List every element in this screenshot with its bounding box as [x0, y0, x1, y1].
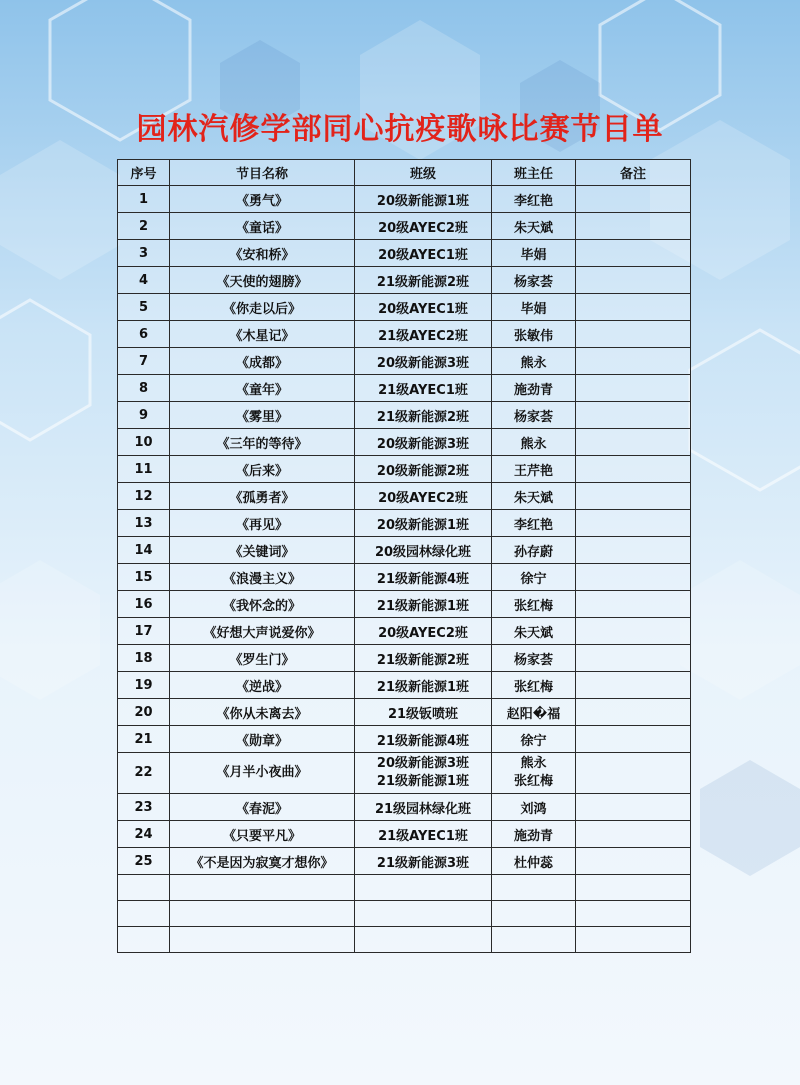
cell-teacher [492, 821, 576, 848]
class-name: 21级新能源2班 [376, 652, 470, 668]
teacher-name: 朱天斌 [513, 220, 553, 236]
empty-cell [492, 927, 576, 953]
class-name: 21级钣喷班 [387, 706, 459, 722]
table-row [118, 348, 691, 375]
cell-teacher [492, 402, 576, 429]
class-name: 20级AYEC2班 [378, 220, 468, 236]
table-row [118, 591, 691, 618]
cell-teacher [492, 848, 576, 875]
table-row [118, 402, 691, 429]
class-name: 20级AYEC2班 [378, 490, 468, 506]
cell-class [355, 699, 492, 726]
empty-cell [576, 927, 691, 953]
teacher-name: 熊永 [520, 436, 547, 452]
empty-cell [170, 875, 355, 901]
class-name: 21级AYEC2班 [378, 328, 468, 344]
class-name: 20级新能源3班 [376, 355, 470, 371]
cell-teacher [492, 456, 576, 483]
cell-program: 《雾里》 [170, 402, 355, 429]
teacher-name: 杨家荟 [513, 409, 553, 425]
table-row [118, 186, 691, 213]
cell-index: 15 [118, 564, 170, 591]
cell-program: 《你从未离去》 [170, 699, 355, 726]
cell-program: 《月半小夜曲》 [170, 753, 355, 794]
empty-cell [576, 875, 691, 901]
cell-program: 《勇气》 [170, 186, 355, 213]
page-title: 园林汽修学部同心抗疫歌咏比赛节目单 [136, 112, 664, 147]
cell-index: 23 [118, 794, 170, 821]
cell-program: 《安和桥》 [170, 240, 355, 267]
cell-class [355, 821, 492, 848]
teacher-name: 张敏伟 [513, 328, 553, 344]
class-name: 20级新能源3班 [376, 436, 470, 452]
cell-index: 2 [118, 213, 170, 240]
empty-cell [492, 901, 576, 927]
cell-remarks [576, 510, 691, 537]
cell-class [355, 267, 492, 294]
cell-teacher [492, 618, 576, 645]
cell-program: 《天使的翅膀》 [170, 267, 355, 294]
cell-class [355, 483, 492, 510]
class-name: 21级园林绿化班 [374, 801, 472, 817]
cell-index: 25 [118, 848, 170, 875]
cell-index: 11 [118, 456, 170, 483]
table-row [118, 618, 691, 645]
cell-class [355, 429, 492, 456]
program-table [117, 159, 691, 953]
cell-remarks [576, 267, 691, 294]
cell-class [355, 402, 492, 429]
cell-class [355, 591, 492, 618]
cell-class [355, 672, 492, 699]
class-name: 21级新能源4班 [376, 733, 470, 749]
class-name: 21级AYEC1班 [378, 382, 468, 398]
cell-teacher [492, 510, 576, 537]
cell-teacher [492, 321, 576, 348]
cell-class [355, 186, 492, 213]
table-row [118, 537, 691, 564]
table-row [118, 645, 691, 672]
table-row [118, 753, 691, 794]
teacher-name: 李红艳 [513, 517, 553, 533]
teacher-name: 毕娟 [520, 301, 547, 317]
cell-index: 10 [118, 429, 170, 456]
empty-cell [355, 901, 492, 927]
cell-class [355, 753, 492, 794]
teacher-name: 王芹艳 [513, 463, 553, 479]
cell-teacher [492, 267, 576, 294]
table-row [118, 510, 691, 537]
cell-teacher [492, 672, 576, 699]
cell-remarks [576, 537, 691, 564]
cell-teacher [492, 348, 576, 375]
cell-remarks [576, 726, 691, 753]
cell-class [355, 618, 492, 645]
cell-class [355, 848, 492, 875]
cell-program: 《好想大声说爱你》 [170, 618, 355, 645]
cell-index: 4 [118, 267, 170, 294]
cell-program: 《再见》 [170, 510, 355, 537]
empty-cell [118, 901, 170, 927]
header-index: 序号 [118, 160, 170, 186]
teacher-name: 毕娟 [520, 247, 547, 263]
header-program: 节目名称 [170, 160, 355, 186]
class-name: 20级新能源3班 [376, 756, 470, 771]
table-row [118, 375, 691, 402]
empty-cell [170, 927, 355, 953]
cell-index: 8 [118, 375, 170, 402]
cell-remarks [576, 186, 691, 213]
class-name: 21级新能源1班 [376, 598, 470, 614]
class-name: 20级AYEC1班 [378, 301, 468, 317]
cell-teacher [492, 213, 576, 240]
cell-remarks [576, 429, 691, 456]
cell-class [355, 240, 492, 267]
teacher-name: 施劲青 [513, 828, 553, 844]
cell-class [355, 321, 492, 348]
cell-index: 22 [118, 753, 170, 794]
table-row [118, 483, 691, 510]
cell-teacher [492, 753, 576, 794]
cell-remarks [576, 213, 691, 240]
class-name: 21级新能源2班 [376, 274, 470, 290]
cell-index: 14 [118, 537, 170, 564]
empty-row [118, 927, 691, 953]
cell-remarks [576, 402, 691, 429]
cell-index: 20 [118, 699, 170, 726]
teacher-name: 施劲青 [513, 382, 553, 398]
cell-remarks [576, 294, 691, 321]
cell-program: 《关键词》 [170, 537, 355, 564]
cell-index: 17 [118, 618, 170, 645]
table-row [118, 699, 691, 726]
class-name: 21级新能源1班 [376, 679, 470, 695]
table-row [118, 321, 691, 348]
cell-remarks [576, 375, 691, 402]
cell-index: 16 [118, 591, 170, 618]
teacher-name: 徐宁 [520, 571, 547, 587]
cell-index: 3 [118, 240, 170, 267]
cell-program: 《你走以后》 [170, 294, 355, 321]
cell-remarks [576, 240, 691, 267]
cell-teacher [492, 429, 576, 456]
cell-remarks [576, 753, 691, 794]
table-row [118, 429, 691, 456]
cell-class [355, 794, 492, 821]
cell-teacher [492, 645, 576, 672]
cell-program: 《后来》 [170, 456, 355, 483]
table-header-row [118, 160, 691, 186]
empty-cell [576, 901, 691, 927]
cell-index: 24 [118, 821, 170, 848]
teacher-name: 张红梅 [513, 598, 553, 614]
empty-cell [355, 875, 492, 901]
cell-program: 《童话》 [170, 213, 355, 240]
teacher-name: 杨家荟 [513, 652, 553, 668]
empty-row [118, 901, 691, 927]
cell-remarks [576, 591, 691, 618]
empty-row [118, 875, 691, 901]
cell-program: 《勋章》 [170, 726, 355, 753]
teacher-name: 刘鸿 [520, 801, 547, 817]
cell-program: 《不是因为寂寞才想你》 [170, 848, 355, 875]
cell-index: 21 [118, 726, 170, 753]
empty-cell [118, 875, 170, 901]
cell-class [355, 726, 492, 753]
teacher-name: 赵阳�福 [506, 706, 561, 722]
empty-cell [355, 927, 492, 953]
class-name: 21级新能源3班 [376, 855, 470, 871]
cell-program: 《童年》 [170, 375, 355, 402]
cell-index: 13 [118, 510, 170, 537]
table-row [118, 848, 691, 875]
cell-remarks [576, 618, 691, 645]
cell-index: 19 [118, 672, 170, 699]
cell-remarks [576, 348, 691, 375]
cell-remarks [576, 699, 691, 726]
teacher-name: 朱天斌 [513, 490, 553, 506]
table-row [118, 213, 691, 240]
cell-teacher [492, 699, 576, 726]
empty-cell [492, 875, 576, 901]
cell-teacher [492, 564, 576, 591]
cell-teacher [492, 375, 576, 402]
class-name: 20级新能源1班 [376, 193, 470, 209]
cell-remarks [576, 564, 691, 591]
cell-remarks [576, 848, 691, 875]
cell-index: 1 [118, 186, 170, 213]
teacher-name: 孙存蔚 [513, 544, 553, 560]
table-row [118, 821, 691, 848]
cell-class [355, 537, 492, 564]
cell-index: 7 [118, 348, 170, 375]
cell-index: 6 [118, 321, 170, 348]
cell-teacher [492, 240, 576, 267]
teacher-name: 李红艳 [513, 193, 553, 209]
empty-cell [118, 927, 170, 953]
cell-teacher [492, 294, 576, 321]
teacher-name: 熊永 [520, 355, 547, 371]
cell-index: 18 [118, 645, 170, 672]
table-row [118, 294, 691, 321]
cell-program: 《浪漫主义》 [170, 564, 355, 591]
cell-class [355, 456, 492, 483]
class-name: 20级新能源1班 [376, 517, 470, 533]
teacher-name: 朱天斌 [513, 625, 553, 641]
cell-class [355, 294, 492, 321]
header-remarks: 备注 [576, 160, 691, 186]
teacher-name: 杨家荟 [513, 274, 553, 290]
cell-teacher [492, 726, 576, 753]
cell-remarks [576, 483, 691, 510]
table-row [118, 564, 691, 591]
cell-program: 《春泥》 [170, 794, 355, 821]
cell-class [355, 564, 492, 591]
teacher-name: 张红梅 [513, 679, 553, 695]
class-name: 20级新能源2班 [376, 463, 470, 479]
teacher-name: 杜仲蕊 [513, 855, 553, 871]
cell-index: 5 [118, 294, 170, 321]
cell-teacher [492, 591, 576, 618]
cell-teacher [492, 537, 576, 564]
cell-program: 《木星记》 [170, 321, 355, 348]
cell-program: 《罗生门》 [170, 645, 355, 672]
cell-program: 《孤勇者》 [170, 483, 355, 510]
header-teacher: 班主任 [492, 160, 576, 186]
cell-teacher [492, 483, 576, 510]
cell-remarks [576, 645, 691, 672]
cell-teacher [492, 794, 576, 821]
class-name: 21级新能源2班 [376, 409, 470, 425]
cell-class [355, 348, 492, 375]
class-name: 20级AYEC1班 [378, 247, 468, 263]
table-row [118, 794, 691, 821]
cell-class [355, 645, 492, 672]
table-row [118, 456, 691, 483]
class-name: 21级新能源4班 [376, 571, 470, 587]
cell-program: 《三年的等待》 [170, 429, 355, 456]
cell-remarks [576, 794, 691, 821]
cell-remarks [576, 821, 691, 848]
table-row [118, 267, 691, 294]
cell-program: 《成都》 [170, 348, 355, 375]
empty-cell [170, 901, 355, 927]
cell-remarks [576, 672, 691, 699]
table-row [118, 726, 691, 753]
cell-program: 《只要平凡》 [170, 821, 355, 848]
cell-program: 《我怀念的》 [170, 591, 355, 618]
teacher-name: 徐宁 [520, 733, 547, 749]
class-name: 20级AYEC2班 [378, 625, 468, 641]
cell-program: 《逆战》 [170, 672, 355, 699]
cell-class [355, 510, 492, 537]
class-name: 20级园林绿化班 [374, 544, 472, 560]
teacher-name: 熊永 [520, 756, 547, 771]
header-class: 班级 [355, 160, 492, 186]
teacher-name: 张红梅 [513, 774, 553, 789]
cell-index: 9 [118, 402, 170, 429]
cell-class [355, 375, 492, 402]
table-row [118, 672, 691, 699]
class-name: 21级AYEC1班 [378, 828, 468, 844]
cell-remarks [576, 456, 691, 483]
cell-teacher [492, 186, 576, 213]
class-name: 21级新能源1班 [376, 774, 470, 789]
cell-class [355, 213, 492, 240]
cell-index: 12 [118, 483, 170, 510]
cell-remarks [576, 321, 691, 348]
table-row [118, 240, 691, 267]
